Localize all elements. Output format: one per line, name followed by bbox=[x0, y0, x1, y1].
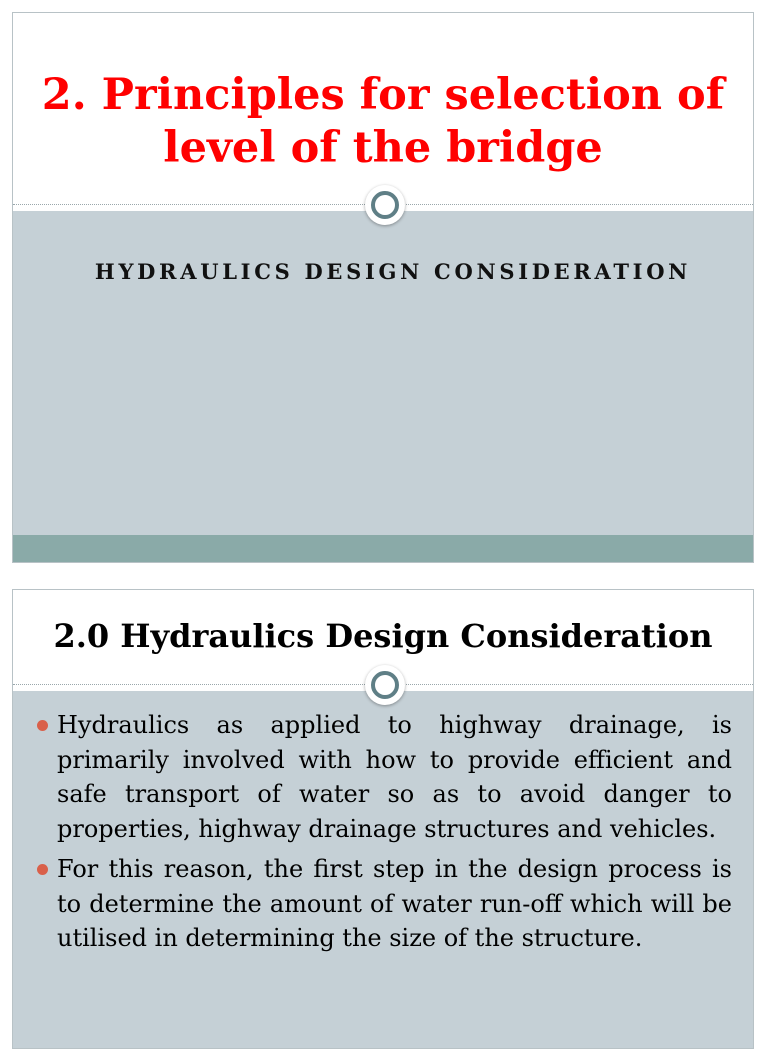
title-slide bbox=[12, 12, 754, 563]
slide-subtitle: HYDRAULICS DESIGN CONSIDERATION bbox=[94, 259, 692, 284]
bullet-text: Hydraulics as applied to highway drainage, is primarily involved with how to provide efficient and safe transport of water so as to avoid danger to properties, highway drainage structures and vehicles. bbox=[57, 711, 732, 843]
title-area bbox=[13, 13, 753, 205]
slide-title: 2.0 Hydraulics Design Consideration bbox=[53, 617, 713, 655]
content-slide bbox=[12, 589, 754, 1049]
bullet-list bbox=[57, 708, 732, 962]
bullet-dot-icon bbox=[37, 720, 48, 731]
ring-icon bbox=[365, 185, 405, 225]
list-item bbox=[57, 708, 732, 846]
ring-icon bbox=[365, 665, 405, 705]
bullet-text: For this reason, the first step in the design process is to determine the amount of water run-off which will be utilised in determining the size of the structure. bbox=[57, 855, 732, 952]
slide-title: 2. Principles for selection of level of the bridge bbox=[41, 70, 725, 173]
footer-band bbox=[13, 535, 753, 562]
list-item bbox=[57, 852, 732, 956]
bullet-dot-icon bbox=[37, 864, 48, 875]
